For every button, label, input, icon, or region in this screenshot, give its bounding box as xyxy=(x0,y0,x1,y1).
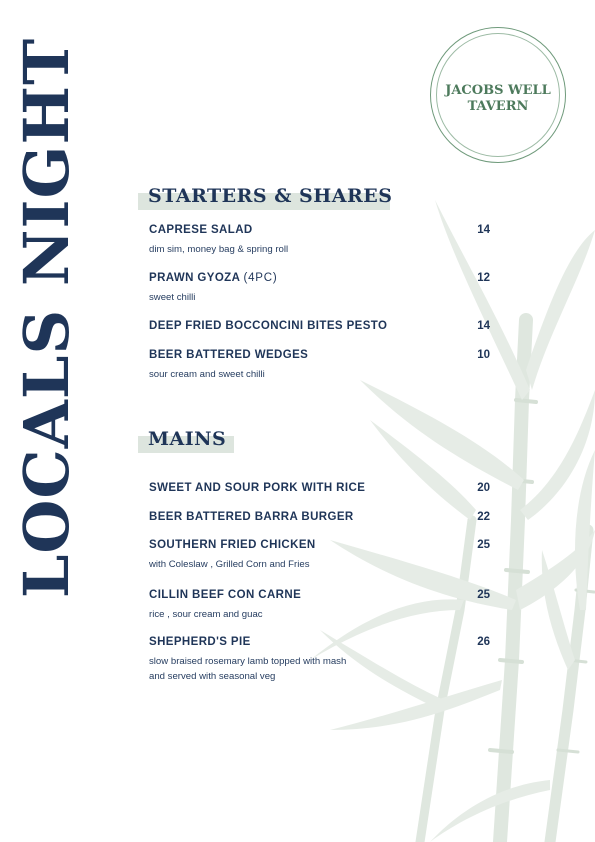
item-name: CAPRESE SALAD xyxy=(149,224,253,236)
item-price: 14 xyxy=(477,320,490,332)
logo-text xyxy=(431,83,565,115)
item-name: BEER BATTERED BARRA BURGER xyxy=(149,511,354,523)
item-description: dim sim, money bag & spring roll xyxy=(149,244,289,255)
item-description xyxy=(149,654,494,684)
item-description: with Coleslaw , Grilled Corn and Fries xyxy=(149,559,310,570)
logo-line-1: JACOBS WELL xyxy=(445,83,551,98)
item-description: rice , sour cream and guac xyxy=(149,609,263,620)
item-description-line-2: and served with seasonal veg xyxy=(149,671,276,682)
item-description-line-1: slow braised rosemary lamb topped with mash xyxy=(149,656,347,667)
menu-item xyxy=(149,636,494,684)
menu-item xyxy=(149,349,494,382)
menu-item xyxy=(149,482,494,494)
starters-heading xyxy=(138,185,393,210)
menu-item xyxy=(149,589,494,622)
tavern-logo xyxy=(430,27,566,163)
starters-heading-text: STARTERS & SHARES xyxy=(148,185,393,207)
item-name: SWEET AND SOUR PORK WITH RICE xyxy=(149,482,366,494)
item-description: sour cream and sweet chilli xyxy=(149,369,265,380)
item-price: 10 xyxy=(477,349,490,361)
item-price: 26 xyxy=(477,636,490,648)
locals-night-title: LOCALS NIGHT xyxy=(10,37,83,599)
mains-heading-text: MAINS xyxy=(148,428,227,450)
menu-item xyxy=(149,539,494,572)
mains-heading xyxy=(138,428,234,453)
item-price: 12 xyxy=(477,272,490,284)
item-price: 25 xyxy=(477,539,490,551)
item-name: SOUTHERN FRIED CHICKEN xyxy=(149,539,316,551)
item-name: CILLIN BEEF CON CARNE xyxy=(149,589,302,601)
item-name: DEEP FRIED BOCCONCINI BITES PESTO xyxy=(149,320,388,332)
item-price: 14 xyxy=(477,224,490,236)
logo-line-2: TAVERN xyxy=(467,99,529,114)
menu-item xyxy=(149,224,494,257)
item-name: BEER BATTERED WEDGES xyxy=(149,349,309,361)
menu-item xyxy=(149,320,494,332)
item-description: sweet chilli xyxy=(149,292,196,303)
item-name: PRAWN GYOZA (4PC) xyxy=(149,272,278,284)
menu-item xyxy=(149,511,494,523)
menu-item xyxy=(149,272,494,305)
item-name: SHEPHERD'S PIE xyxy=(149,636,251,648)
item-price: 25 xyxy=(477,589,490,601)
item-price: 20 xyxy=(477,482,490,494)
item-price: 22 xyxy=(477,511,490,523)
item-note: (4PC) xyxy=(243,272,278,284)
